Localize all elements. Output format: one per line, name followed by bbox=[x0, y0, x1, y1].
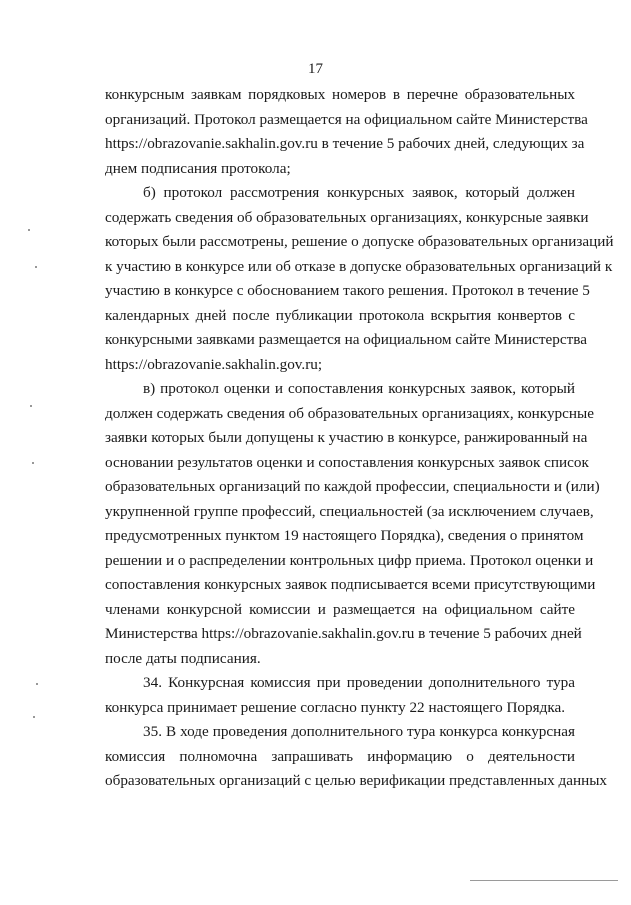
text-line: 35. В ходе проведения дополнительного тура конкурса конкурсная bbox=[143, 723, 575, 740]
text-line: в) протокол оценки и сопоставления конкурсных заявок, который bbox=[143, 380, 575, 397]
document-body bbox=[105, 83, 614, 794]
text-line: образовательных организаций с целью верификации представленных данных bbox=[105, 772, 608, 789]
text-line: к участию в конкурсе или об отказе в допуске образовательных организаций к bbox=[105, 257, 613, 275]
text-line: заявки которых были допущены к участию в конкурсе, ранжированный на bbox=[105, 429, 588, 446]
text-line: образовательных организаций по каждой профессии, специальности и (или) bbox=[105, 478, 600, 495]
scan-speck bbox=[28, 229, 30, 231]
paragraph-34 bbox=[105, 671, 575, 720]
text-line: после даты подписания. bbox=[105, 649, 261, 667]
text-line: https://obrazovanie.sakhalin.gov.ru в течение 5 рабочих дней, следующих за bbox=[105, 135, 585, 152]
text-line: укрупненной группе профессий, специальностей (за исключением случаев, bbox=[105, 502, 594, 520]
text-line: конкурсными заявками размещается на официальном сайте Министерства bbox=[105, 331, 587, 348]
text-line: 34. Конкурсная комиссия при проведении дополнительного тура bbox=[143, 674, 575, 691]
paragraph-35 bbox=[105, 720, 608, 794]
text-line: днем подписания протокола; bbox=[105, 159, 291, 177]
scan-speck bbox=[36, 683, 38, 685]
paragraph-continuation bbox=[105, 83, 588, 181]
text-line: б) протокол рассмотрения конкурсных заявок, который должен bbox=[143, 184, 575, 201]
scan-speck bbox=[30, 405, 32, 407]
text-line: календарных дней после публикации протокола вскрытия конвертов с bbox=[105, 306, 575, 324]
text-line: должен содержать сведения об образовательных организациях, конкурсные bbox=[105, 404, 594, 422]
text-line: https://obrazovanie.sakhalin.gov.ru; bbox=[105, 355, 323, 373]
page-number: 17 bbox=[308, 61, 323, 77]
text-line: организаций. Протокол размещается на официальном сайте Министерства bbox=[105, 110, 588, 128]
scan-speck bbox=[35, 266, 37, 268]
text-line: членами конкурсной комиссии и размещается на официальном сайте bbox=[105, 600, 575, 618]
text-line: содержать сведения об образовательных организациях, конкурсные заявки bbox=[105, 208, 589, 226]
text-line: Министерства https://obrazovanie.sakhalin.gov.ru в течение 5 рабочих дней bbox=[105, 625, 582, 642]
text-line: основании результатов оценки и сопоставления конкурсных заявок список bbox=[105, 453, 589, 471]
paragraph-item-b bbox=[105, 181, 614, 377]
text-line: которых были рассмотрены, решение о допуске образовательных организаций bbox=[105, 233, 614, 250]
text-line: предусмотренных пунктом 19 настоящего Порядка), сведения о принятом bbox=[105, 527, 584, 544]
text-line: сопоставления конкурсных заявок подписывается всеми присутствующими bbox=[105, 576, 596, 593]
text-line: участию в конкурсе с обоснованием такого решения. Протокол в течение 5 bbox=[105, 282, 590, 299]
scan-speck bbox=[32, 462, 34, 464]
paragraph-item-v bbox=[105, 377, 600, 671]
text-line: конкурсным заявкам порядковых номеров в перечне образовательных bbox=[105, 86, 575, 103]
scan-edge-line bbox=[470, 880, 618, 881]
text-line: конкурса принимает решение согласно пункту 22 настоящего Порядка. bbox=[105, 698, 566, 716]
text-line: комиссия полномочна запрашивать информацию о деятельности bbox=[105, 747, 575, 765]
scan-speck bbox=[33, 716, 35, 718]
text-line: решении и о распределении контрольных цифр приема. Протокол оценки и bbox=[105, 551, 594, 569]
